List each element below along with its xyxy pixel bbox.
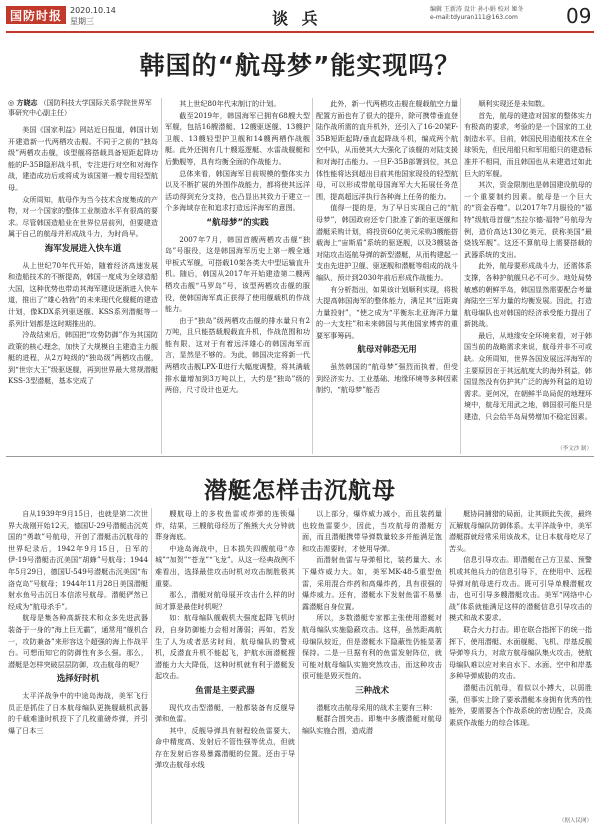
paragraph: 现代攻击型潜艇，一般都装备有反舰导弹和鱼雷。 <box>155 702 295 724</box>
column-divider <box>298 508 299 824</box>
masthead-logo: 国防时报 <box>6 6 66 24</box>
paragraph: 此外，航母要形成战斗力，还需体系支撑，各种护航舰只必不可少。地处局势敏感的朝鲜半岛，韩国显然需要配合考量海陆空三军力量的均衡发展。因此，打造航母编队也对韩国的经济承受能力提出了新挑战。 <box>464 261 592 329</box>
paragraph: 2007年7月，韩国首艘两栖攻击舰“独岛”号服役，这是韩国海军历史上第一艘全通甲板式军舰，可搭载10架各类大中型运输直升机。随后，韩国从2017年开始建造第二艘两栖攻击舰“马罗岛”号，该型两栖攻击舰的服役，使韩国海军真正获得了使用舰载机的作战能力。 <box>165 234 310 314</box>
article1-credit: （李文沙 制） <box>557 446 592 452</box>
column-divider <box>312 98 313 454</box>
paragraph: 其次，资金限制也是韩国建设航母的一个重要制约因素。航母是一个巨大的“资金吞噬”。以2017年7月服役的“福特”级航母首舰“杰拉尔德·福特”号航母为例，造价高达130亿美元，获称美国“最烧钱军舰”。这还不算航母上需要搭载的武器系统的支出。 <box>464 180 592 259</box>
paragraph: 联合火力打击。即在联合指挥下的统一指挥下，使用潜艇、水面舰艇、飞机、岸基反舰导弹等兵力，对敌方航母编队集火攻击，使航母编队难以应对来自水下、水面、空中和岸基多种导弹威胁的攻击。 <box>449 624 592 681</box>
page-number: 09 <box>566 4 592 28</box>
paragraph: 航母是集各种高新技术和众多先进武器装备于一身的“海上巨无霸”，通常用“舰机合一，攻防兼备”来形容这个超强的海上作战平台。可想而知它的防御性有多么强。那么，潜艇是怎样突破层层防御，攻击航母的呢？ <box>8 613 148 669</box>
article-divider <box>6 456 594 457</box>
paragraph: 虽然韩国的“航母梦”强烈而执着，但受到经济实力、工业基础、地缘环境等多种因素制约，“航母梦”能否 <box>316 362 458 395</box>
byline-affiliation: （国防科技大学国际关系学院世界军事研究中心副主任） <box>8 99 152 117</box>
subheading: 三种战术 <box>354 685 389 696</box>
paragraph: 顺利实现还是未知数。 <box>478 99 550 108</box>
paragraph: 其中，反舰导弹具有射程较鱼雷要大、命中精度高、发射后不管性强等优点，但就存在发射后容易暴露潜艇的位置。还由于导弹攻击航母水线 <box>155 725 295 770</box>
paragraph: 太平洋战争中的中途岛海战，美军飞行员正是抓住了日本航母编队更换舰载机武器的千载难逢时机投下了几枚重磅炸弹，并引爆了日本三 <box>8 690 148 735</box>
column-divider <box>445 508 446 824</box>
paragraph: 信息引导攻击。即潜艇在己方卫星、预警机或其他兵力的信息引导下，在使用中、远程导弹对航母进行攻击。既可引导单艘潜艇攻击，也可引导多艘潜艇攻击。美军“网络中心战”体系就能满足这样的潜艇信息引导攻击的模式和战术要求。 <box>449 555 592 623</box>
issue-date <box>70 5 116 27</box>
paragraph: 值得一提的是，为了早日实现自己的“航母梦”，韩国政府还专门批准了新的驱逐舰和潜艇采购计划，将投资60亿美元采购3艘能搭载海上“宙斯盾”系统的驱逐舰，以及3艘装备对陆攻击巡航导弹的新型潜艇，从而构建起一支由先进护卫舰、驱逐舰和潜艇等组成的战斗编队，预计到2030年前后形成作战能力。 <box>316 203 458 282</box>
paragraph: 艇协同捕猎的局面，让其顾此失彼，最终瓦解航母编队防御体系。太平洋战争中，美军潜艇群就经常采用该战术，让日本航母吃尽了苦头。 <box>449 509 592 553</box>
paragraph: 自从1939年9月15日，也就是第二次世界大战刚开始12天，德国U-29号潜艇击沉英国的“勇敢”号航母，开创了潜艇击沉航母的世界纪录后，1942年9月15日，日军的伊-19号潜艇击沉美国“胡蜂”号航母；1944年5月29日，德国U-549号潜艇击沉美国“布洛克岛”号航母；1944年11月28日美国潜艇射水鱼号击沉日本信浓号航母。潜艇俨然已经成为“航母杀手”。 <box>8 509 148 611</box>
subheading: 海军发展进入快车道 <box>44 243 122 254</box>
date-text: 2020.10.14 <box>70 6 116 15</box>
paragraph: 美国《国家利益》网站近日报道，韩国计划开建造新一代两栖攻击舰。不同于之前的“独岛级”两栖攻击舰，该型舰将搭载具备短距起降功能的F-35B隐形战斗机，专注进行对空和对海作战，建造成功后或将成为该国第一艘专用轻型航母。 <box>8 125 158 192</box>
paragraph: 首先，航母的建造对国家的整体实力有极高的要求，考验的是一个国家的工业制造水平。目前，韩国民用造船技术在全球领先，但民用船只和军用船只的建造标准并不相同，而且韩国也从未建造过如此巨大的军舰。 <box>464 110 592 178</box>
paragraph: 艇群合围突击。即集中多艘潜艇对航母编队实施合围，造成潜 <box>302 714 442 735</box>
article1-column-4 <box>464 98 592 444</box>
byline-author: ◎ 方晓志 <box>8 98 38 107</box>
article1-column-3 <box>316 98 458 454</box>
article2-column-4 <box>449 508 592 814</box>
subheading: 选择好时机 <box>56 674 100 685</box>
paragraph: 此外，新一代两栖攻击舰在舰载航空力量配置方面也有了很大的提升，除可携带垂直登陆作战所需的直升机外，还引入了16-20架F-35B短距起降/垂直起降战斗机，编成两个航空中队，从而使其大大强化了该舰的对陆支援和对海打击能力。一旦F-35B部署到位，其总体性能将达到超出目前其他国家现役的轻型航母，可以形成带航母国海军大大拓展任务范围，提高超远洋执行各种海上任务的能力。 <box>316 99 458 201</box>
article2-column-1 <box>8 508 148 826</box>
paragraph: 那么，潜艇对航母展开攻击什么样的时间才算是最佳时机呢？ <box>155 590 295 611</box>
column-divider <box>161 98 162 454</box>
weekday-text: 星期三 <box>70 17 94 26</box>
paragraph: 以上部分，爆炸威力减小，而且装药量也较鱼雷要少，因此，当攻航母的潜艇方面，而且潜艇携带导弹数量较多并能满足饱和攻击需要时，才使用导弹。 <box>302 509 442 553</box>
article1-column-2 <box>165 98 310 454</box>
paragraph: 总体来看，韩国海军目前规模的整体实力以及不断扩展的外围作战能力，都将使其远洋活动得到充分支持，也凸显出其致力于建立一个多海域存在和追求打造远洋海军的意图。 <box>165 168 310 213</box>
section-title: 谈 兵 <box>272 9 322 28</box>
article-headline: 韩国的“航母梦”能实现吗？ <box>139 51 461 80</box>
article1-column-1 <box>8 124 158 454</box>
article2-credit: （据人民网） <box>558 818 592 824</box>
paragraph: 艘航母上的多枚鱼雷或炸弹的连锁爆炸，结果，三艘航母经历了熊熊大火分钟就葬身海底。 <box>155 509 295 542</box>
paragraph: 所以，多数潜艇专家都主张使用潜艇对航母编队实施隐蔽攻击。这样，虽然距离航母编队较近，但是潜艇水下隐蔽性仍能显著保持。二是一旦据有利的鱼雷发射阵位，就可能对航母编队实施突然攻击，而这种攻击很可能是毁灭性的。 <box>302 613 442 681</box>
header-rule <box>6 31 594 33</box>
paragraph: 冷战结束后，韩国把“攻势防御”作为其国防政策的核心理念，加快了大规模自主建造主力舰艇的进程，从2万吨级的“独岛级”两栖攻击舰，到“世宗大王”级驱逐舰，再到世界最大常规潜艇KSS-3型潜艇，基本完成了 <box>8 330 158 386</box>
paragraph: 最后，从地缘安全环境来看，对于韩国当前的战略需求来说，航母并非不可或缺。众所周知，世界各国发展远洋海军的主要原因在于其远航度大的海外利益，韩国显然没有仿护其广泛的海外利益的迫切需求。更何况，在朝鲜半岛局促的地理环境中，航母无用武之地，韩国很可能只是建造，只会给半岛局势增加不稳定因素。 <box>464 330 592 422</box>
subheading: “航母梦”的实践 <box>206 217 269 228</box>
paragraph: 潜艇攻击航母采用的战术主要有三种： <box>316 702 437 712</box>
paragraph: 潜艇击沉航母，看似以小搏大，以弱胜强，但事实上除了要承潜艇本身拥有优秀的性能外，要需要各个作战系统的密切配合，及高素质作战能力的综合体现。 <box>449 682 592 727</box>
editor-credits: 编辑 王新涛 设计 孙小娟 校对 姬冬 e-mail:tdyuran111@163.com <box>430 6 524 21</box>
paragraph: 截至2019年，韩国海军已拥有68艘大型军舰，包括16艘潜艇、12艘驱逐舰、13艘护卫舰、13艘轻型护卫舰和14艘两栖作战舰艇。此外还拥有几十艘巡逻艇、水雷战舰艇和后勤舰等，具有均衡全面的作战能力。 <box>165 110 310 166</box>
paragraph: 而潜射鱼雷与导弹相比，装药量大、水下爆炸威力大。如，美军MK-48-5重型鱼雷，采用混合炸药和高爆炸药，具有很强的爆炸威力。还有，潜艇水下发射鱼雷不易暴露潜艇自身位置。 <box>302 555 442 611</box>
paragraph: 如：航母编队舰载机大强度起降飞机时段，自身防御能力会相对薄弱；再如，若发生了人为或者恶劣时间，航母编队的警戒机，反潜直升机不能起飞，护航水面潜艇搜潜能力大大降低，这种时机就有利于潜艇发起攻击。 <box>155 613 295 681</box>
paragraph: 由于“独岛”级两栖攻击舰的排水量只有2万吨，且只能搭载舰载直升机，作战范围和功能有限，这对于有着远洋雄心的韩国海军而言，显然是不够的。为此，韩国决定将新一代两栖攻击舰LPX-Ⅱ进行大幅度调整，将其满载排水量增加到3万吨以上，大约是“独岛”级的两倍，尺寸设计也更大。 <box>165 315 310 395</box>
byline <box>8 98 158 118</box>
article2-headline: 潜艇怎样击沉航母 <box>204 478 396 504</box>
article2-column-3 <box>302 508 442 826</box>
paragraph: 众所周知，航母作为当今技术含度集成的产物，对一个国家的整体工业制造水平有很高的要求。尽管韩国造船业在世界位居前列，但要建造属于自己的航母并形成战斗力，为时尚早。 <box>8 194 158 239</box>
article2-column-2 <box>155 508 295 826</box>
column-divider <box>460 98 461 454</box>
paragraph: 其上世纪80年代末制订的计划。 <box>179 99 281 108</box>
paragraph: 有分析指出，如果该计划顺利实现，将极大提高韩国海军的整体能力，满足其“远距离力量投射”，“使之成为“平衡东北亚海洋力量的一大支柱”和未来韩国与其他国家博弈的重要军事筹码。 <box>316 284 458 340</box>
column-divider <box>151 508 152 824</box>
subheading: 鱼雷是主要武器 <box>195 685 255 696</box>
subheading: 航母对韩恐无用 <box>357 345 417 356</box>
paragraph: 中途岛海战中，日本损失四艘航母“赤城”“加贺”“苍龙”“飞龙”。从这一经典战例不难看出，选择最佳攻击时机对攻击制胜极其重要。 <box>155 543 295 588</box>
paragraph: 从上世纪70年代开始，随着经济高速发展和造船技术的不断提高，韩国一度成为全球造船大国，这种优势也带动其海军建设逐渐进入快车道，推出了“雄心勃勃”的未来现代化舰艇的建造计划，像KDX系列驱逐舰、KSS系列潜艇等一系列计划都是这时期推出的。 <box>8 260 158 328</box>
